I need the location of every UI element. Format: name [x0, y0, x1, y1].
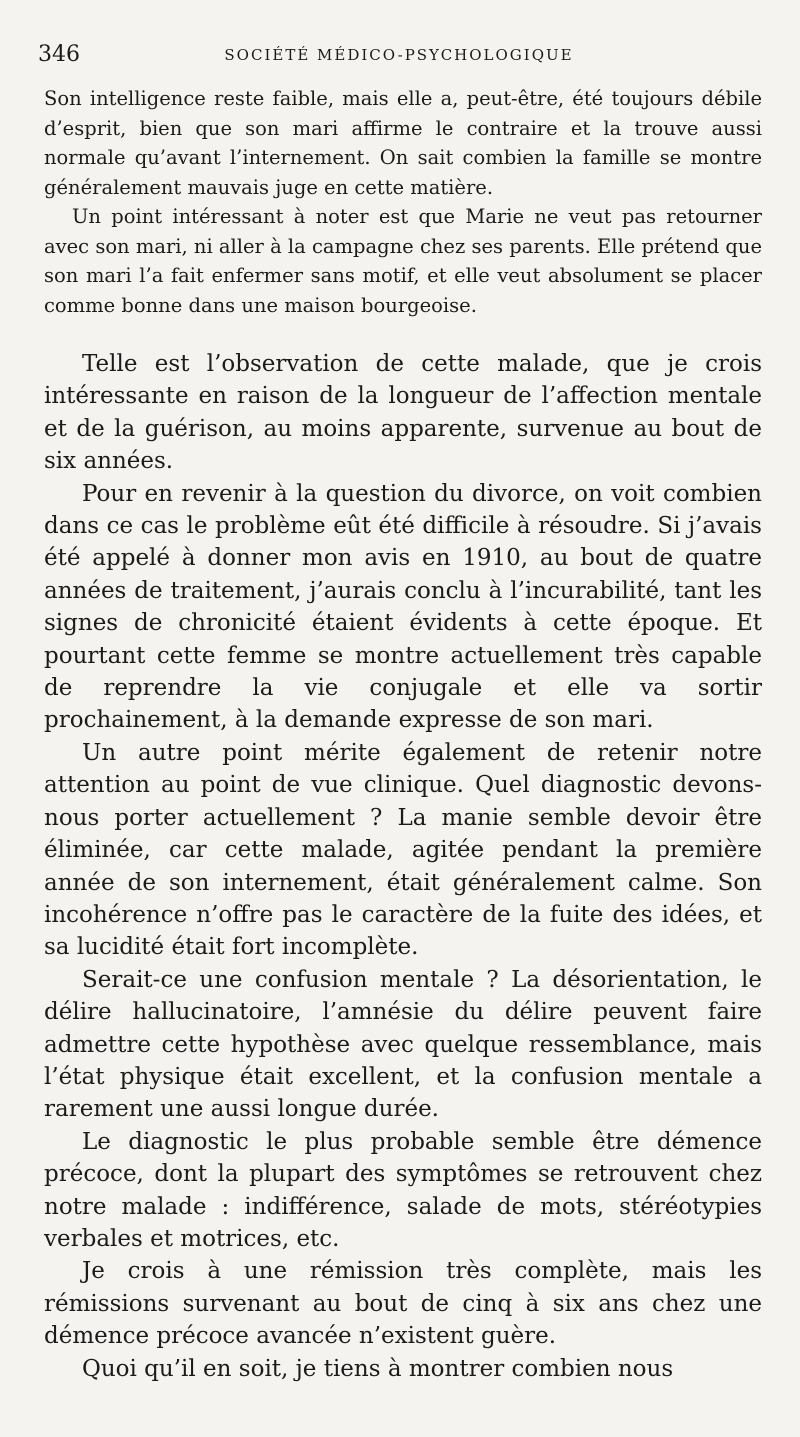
small-paragraph: Son intelligence reste faible, mais elle a, peut-être, été toujours débile d’esprit, bien que son mari affirme le contraire et la trouve aussi normale qu’avant l’internement. On sait combien la famille se montre généralement mauvais juge en cette matière.	[44, 87, 762, 199]
paragraph: Telle est l’observation de cette malade, que je crois intéressante en raison de la longueur de l’affection mentale et de la guérison, au moins apparente, survenue au bout de six années.	[44, 351, 762, 475]
small-print-block	[44, 84, 762, 320]
paragraph: Je crois à une rémission très complète, mais les rémissions survenant au bout de cinq à six ans chez une démence précoce avancée n’existent guère.	[44, 1258, 762, 1350]
paragraph: Serait-ce une confusion mentale ? La désorientation, le délire hallucinatoire, l’amnésie du délire peuvent faire admettre cette hypothèse avec quelque ressemblance, mais l’état physique était excellent, et la confusion mentale a rarement une aussi longue durée.	[44, 966, 762, 1123]
small-paragraph: Un point intéressant à noter est que Marie ne veut pas retourner avec son mari, ni aller à la campagne chez ses parents. Elle prétend que son mari l’a fait enfermer sans motif, et elle veut absolument se placer comme bonne dans une maison bourgeoise.	[44, 205, 762, 317]
running-head	[38, 40, 760, 70]
paragraph: Quoi qu’il en soit, je tiens à montrer combien nous	[82, 1355, 674, 1382]
paragraph: Pour en revenir à la question du divorce, on voit combien dans ce cas le problème eût été difficile à résoudre. Si j’avais été appelé à donner mon avis en 1910, au bout de quatre années de traitement, j’aurais conclu à l’incurabilité, tant les signes de chronicité étaient évidents à cette époque. Et pourtant cette femme se montre actuellement très capable de reprendre la vie conjugale et elle va sortir prochainement, à la demande expresse de son mari.	[44, 480, 762, 734]
journal-title: SOCIÉTÉ MÉDICO-PSYCHOLOGIQUE	[224, 46, 574, 64]
main-text-block	[44, 348, 762, 1385]
paragraph: Un autre point mérite également de retenir notre attention au point de vue clinique. Quel diagnostic devons-nous porter actuellement ? La manie semble devoir être éliminée, car cette malade, agitée pendant la première année de son internement, était généralement calme. Son incohérence n’offre pas le caractère de la fuite des idées, et sa lucidité était fort incomplète.	[44, 739, 762, 961]
page-body	[44, 84, 762, 1385]
page-number: 346	[38, 42, 80, 67]
paragraph: Le diagnostic le plus probable semble être démence précoce, dont la plupart des symptômes se retrouvent chez notre malade : indifférence, salade de mots, stéréotypies verbales et motrices, etc.	[44, 1128, 762, 1252]
